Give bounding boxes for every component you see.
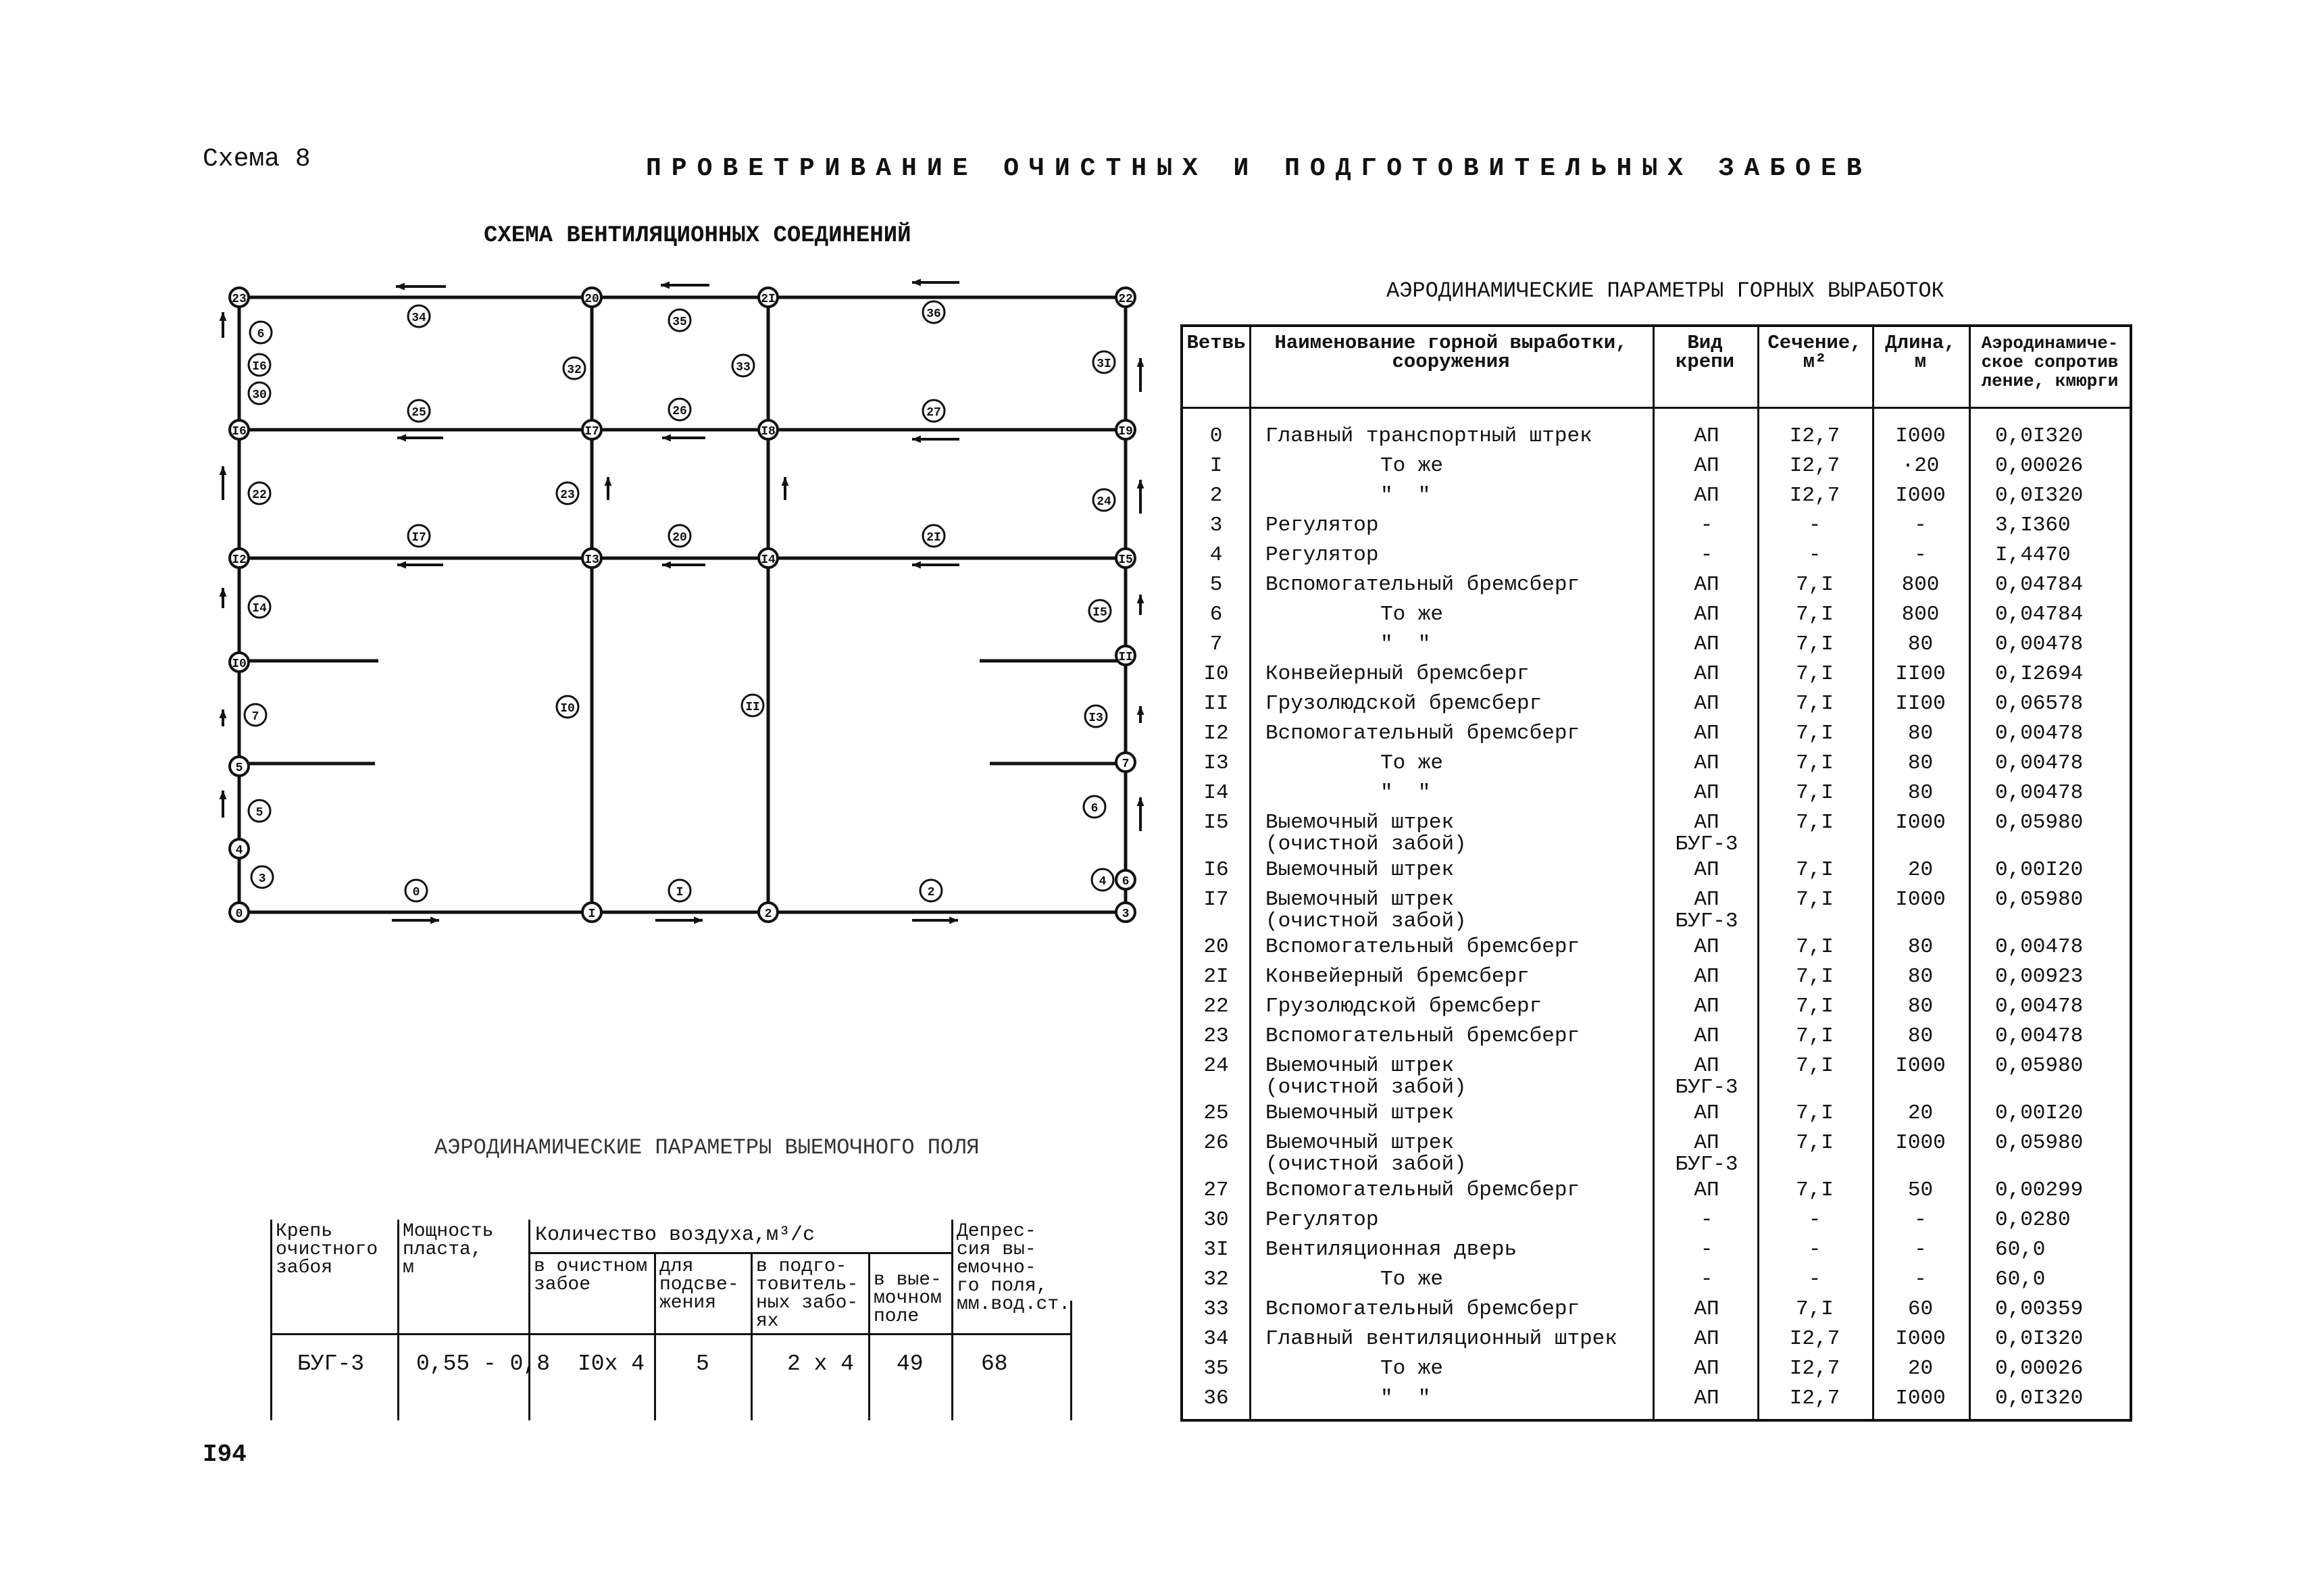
row-support: АП: [1694, 722, 1719, 745]
branch-label: I0: [560, 702, 575, 716]
row-branch: I2: [1203, 722, 1229, 745]
row-section: 7,I: [1796, 1101, 1834, 1125]
row-length: I000: [1895, 1054, 1946, 1078]
lt-header-air: Количество воздуха,м³/с: [535, 1224, 815, 1247]
row-support: АП: [1694, 662, 1719, 686]
lt-header-depression: Депрес- сия вы- емочно- го поля, мм.вод.ст.: [957, 1221, 1071, 1315]
row-length: I000: [1895, 484, 1946, 507]
lt-value-refresh: 5: [696, 1351, 709, 1376]
branch-label: 25: [411, 406, 426, 420]
row-section: 7,I: [1796, 722, 1834, 745]
row-resistance: 0,04784: [1995, 573, 2084, 597]
row-section: 7,I: [1796, 751, 1834, 775]
node-label: 23: [232, 293, 247, 306]
row-length: 800: [1901, 573, 1940, 597]
lt-value-depression: 68: [981, 1351, 1008, 1376]
row-support: АП: [1694, 751, 1719, 775]
row-resistance: 0,00478: [1995, 1024, 2084, 1048]
left-table-title: АЭРОДИНАМИЧЕСКИЕ ПАРАМЕТРЫ ВЫЕМОЧНОГО ПОЛЯ: [434, 1135, 980, 1160]
node-label: 20: [584, 293, 599, 306]
row-branch: 33: [1203, 1297, 1229, 1321]
row-name: Вспомогательный бремсберг: [1265, 1024, 1580, 1048]
row-branch: 30: [1203, 1208, 1229, 1232]
node-label: 0: [235, 907, 243, 921]
flow-arrowhead: [949, 917, 958, 924]
row-branch: 24: [1203, 1054, 1229, 1078]
row-support: АП БУГ-3: [1675, 888, 1738, 933]
flow-arrowhead: [1137, 797, 1145, 806]
branch-label: 7: [251, 710, 259, 724]
row-length: I000: [1895, 888, 1946, 912]
row-length: 80: [1907, 935, 1934, 959]
row-resistance: 0,00359: [1995, 1297, 2084, 1321]
branch-label: 34: [411, 311, 426, 325]
row-name: Регулятор: [1265, 514, 1379, 537]
row-section: 7,I: [1796, 692, 1834, 716]
row-name: Главный транспортный штрек: [1265, 424, 1592, 448]
row-support: АП: [1694, 1357, 1719, 1380]
flow-arrowhead: [430, 917, 439, 924]
flow-arrowhead: [662, 434, 671, 442]
row-support: АП: [1694, 1178, 1719, 1202]
row-length: 80: [1907, 632, 1934, 656]
branch-label: 22: [252, 489, 267, 502]
branch-label: 24: [1097, 495, 1111, 509]
row-resistance: 0,00299: [1995, 1178, 2084, 1202]
page-title: ПРОВЕТРИВАНИЕ ОЧИСТНЫХ И ПОДГОТОВИТЕЛЬНЫХ ЗАБОЕВ: [646, 154, 1872, 183]
row-length: II00: [1895, 662, 1946, 686]
row-resistance: 0,00478: [1995, 995, 2084, 1018]
row-support: АП: [1694, 1387, 1719, 1410]
flow-arrowhead: [912, 562, 921, 569]
node-label: I5: [1118, 553, 1133, 567]
row-branch: 2: [1209, 484, 1223, 507]
scheme-label: Схема 8: [203, 145, 311, 174]
row-branch: 3: [1209, 514, 1223, 537]
row-resistance: 0,00923: [1995, 965, 2084, 989]
row-branch: 26: [1203, 1131, 1229, 1155]
lt-value-support: БУГ-3: [297, 1351, 365, 1376]
aerodynamic-parameters-table: [1180, 324, 2132, 1422]
lt-value-thickness: 0,55 - 0,8: [416, 1351, 551, 1376]
branch-label: 0: [412, 886, 420, 899]
branch-label: 27: [926, 406, 941, 420]
flow-arrowhead: [694, 917, 703, 924]
row-branch: 7: [1209, 632, 1223, 656]
row-branch: 32: [1203, 1268, 1229, 1291]
row-section: -: [1808, 543, 1821, 567]
branch-label: 2I: [926, 531, 941, 545]
row-name: То же: [1380, 454, 1444, 478]
row-section: 7,I: [1796, 1024, 1834, 1048]
row-length: 80: [1907, 965, 1934, 989]
lt-header-thickness: Мощность пласта, м: [403, 1221, 494, 1278]
row-branch: I0: [1203, 662, 1229, 686]
lt-header-support: Крепь очистного забоя: [276, 1221, 378, 1278]
node-label: 3: [1122, 907, 1130, 921]
node-label: 7: [1122, 757, 1130, 771]
row-name: То же: [1380, 1357, 1444, 1380]
row-length: 20: [1907, 1101, 1934, 1125]
flow-arrowhead: [220, 466, 227, 475]
row-resistance: 0,0I320: [1995, 484, 2084, 507]
row-name: Конвейерный бремсберг: [1265, 662, 1530, 686]
row-section: 7,I: [1796, 1178, 1834, 1202]
node-label: I7: [584, 425, 599, 439]
row-support: АП: [1694, 1297, 1719, 1321]
row-name: Вспомогательный бремсберг: [1265, 573, 1580, 597]
row-length: II00: [1895, 692, 1946, 716]
node-label: 5: [235, 762, 243, 775]
node-label: 4: [235, 844, 243, 857]
row-section: -: [1808, 1238, 1821, 1262]
row-name: Грузолюдской бремсберг: [1265, 692, 1542, 716]
row-resistance: 0,00478: [1995, 935, 2084, 959]
branch-label: I5: [1092, 606, 1107, 620]
row-branch: I5: [1203, 811, 1229, 834]
row-section: -: [1808, 1208, 1821, 1232]
node-label: 22: [1118, 293, 1133, 306]
flow-arrowhead: [220, 709, 227, 718]
branch-label: II: [745, 701, 760, 714]
branch-label: 4: [1099, 875, 1107, 889]
row-support: АП: [1694, 424, 1719, 448]
row-section: I2,7: [1789, 484, 1840, 507]
row-branch: 27: [1203, 1178, 1229, 1202]
node-label: I2: [232, 553, 247, 567]
flow-arrowhead: [1137, 358, 1145, 367]
header-section: Сечение, м²: [1767, 332, 1862, 373]
branch-label: I4: [252, 602, 267, 616]
row-name: Главный вентиляционный штрек: [1265, 1327, 1617, 1351]
excavation-field-table: [270, 1220, 1072, 1420]
row-branch: 4: [1209, 543, 1223, 567]
header-support: Вид крепи: [1675, 332, 1734, 373]
row-branch: 20: [1203, 935, 1229, 959]
row-name: " ": [1380, 484, 1431, 507]
header-branch: Ветвь: [1186, 332, 1246, 354]
row-resistance: 0,0I320: [1995, 424, 2084, 448]
branch-label: I: [676, 886, 684, 899]
row-name: Вспомогательный бремсберг: [1265, 722, 1580, 745]
row-branch: 2I: [1203, 965, 1229, 989]
row-resistance: 0,0I320: [1995, 1387, 2084, 1410]
lt-value-field: 49: [897, 1351, 924, 1376]
row-name: " ": [1380, 632, 1431, 656]
row-support: АП: [1694, 858, 1719, 882]
node-label: I3: [584, 553, 599, 567]
row-support: АП: [1694, 692, 1719, 716]
row-support: -: [1700, 1238, 1713, 1262]
ventilation-diagram: [0, 0, 1162, 946]
row-name: Вентиляционная дверь: [1265, 1238, 1517, 1262]
node-label: II: [1118, 651, 1133, 664]
row-branch: I4: [1203, 781, 1229, 805]
row-length: -: [1914, 543, 1927, 567]
row-branch: 0: [1209, 424, 1223, 448]
row-resistance: 0,00I20: [1995, 1101, 2084, 1125]
diagram-title: СХЕМА ВЕНТИЛЯЦИОННЫХ СОЕДИНЕНИЙ: [484, 223, 911, 249]
row-name: Выемочный штрек (очистной забой): [1265, 888, 1467, 933]
row-support: АП: [1694, 781, 1719, 805]
row-resistance: 0,00478: [1995, 781, 2084, 805]
row-branch: 5: [1209, 573, 1223, 597]
row-name: Регулятор: [1265, 543, 1379, 567]
node-label: I: [588, 907, 596, 921]
row-section: I2,7: [1789, 1387, 1840, 1410]
flow-arrowhead: [1137, 480, 1145, 489]
flow-arrowhead: [662, 562, 671, 569]
row-length: 50: [1907, 1178, 1934, 1202]
lt-value-face: I0x 4: [578, 1351, 645, 1376]
row-name: Выемочный штрек (очистной забой): [1265, 811, 1467, 856]
row-section: -: [1808, 514, 1821, 537]
row-resistance: 0,04784: [1995, 603, 2084, 626]
row-length: 60: [1907, 1297, 1934, 1321]
branch-label: 30: [252, 389, 267, 402]
right-table-title: АЭРОДИНАМИЧЕСКИЕ ПАРАМЕТРЫ ГОРНЫХ ВЫРАБОТОК: [1386, 278, 1944, 303]
row-section: 7,I: [1796, 632, 1834, 656]
row-resistance: 0,05980: [1995, 811, 2084, 834]
branch-label: I3: [1088, 712, 1103, 725]
row-branch: 6: [1209, 603, 1223, 626]
row-length: -: [1914, 1238, 1927, 1262]
flow-arrowhead: [397, 434, 406, 442]
row-length: -: [1914, 1208, 1927, 1232]
node-label: I9: [1118, 425, 1133, 439]
header-resistance: Аэродинамиче- ское сопротив ление, кмюрги: [1981, 333, 2119, 391]
branch-label: 26: [672, 405, 687, 418]
row-resistance: 0,05980: [1995, 1054, 2084, 1078]
row-branch: 36: [1203, 1387, 1229, 1410]
flow-arrowhead: [1137, 706, 1145, 715]
row-support: АП БУГ-3: [1675, 1054, 1738, 1099]
branch-label: 5: [255, 806, 263, 820]
row-branch: 22: [1203, 995, 1229, 1018]
row-resistance: 0,00026: [1995, 454, 2084, 478]
row-support: АП: [1694, 603, 1719, 626]
row-support: АП: [1694, 965, 1719, 989]
row-resistance: 0,0280: [1995, 1208, 2071, 1232]
row-support: АП: [1694, 484, 1719, 507]
row-length: I000: [1895, 1327, 1946, 1351]
row-section: 7,I: [1796, 811, 1834, 834]
row-name: Вспомогательный бремсберг: [1265, 1178, 1580, 1202]
branch-label: 36: [926, 307, 941, 321]
row-length: 80: [1907, 995, 1934, 1018]
row-name: " ": [1380, 1387, 1431, 1410]
branch-label: I6: [252, 360, 267, 374]
row-section: 7,I: [1796, 935, 1834, 959]
row-support: АП: [1694, 632, 1719, 656]
lt-header-prep: в подго- товитель- ных забо- ях: [756, 1256, 859, 1332]
branch-label: 6: [257, 328, 265, 341]
flow-arrowhead: [782, 477, 789, 486]
row-branch: I: [1209, 454, 1223, 478]
row-support: АП: [1694, 454, 1719, 478]
node-label: 2I: [761, 293, 776, 306]
row-branch: 35: [1203, 1357, 1229, 1380]
branch-label: 35: [672, 316, 687, 329]
row-branch: 25: [1203, 1101, 1229, 1125]
row-support: АП БУГ-3: [1675, 1131, 1738, 1176]
branch-label: 32: [567, 364, 582, 377]
flow-arrowhead: [220, 791, 227, 799]
row-resistance: 0,00I20: [1995, 858, 2084, 882]
row-name: Выемочный штрек (очистной забой): [1265, 1131, 1467, 1176]
row-section: I2,7: [1789, 1327, 1840, 1351]
row-resistance: I,4470: [1995, 543, 2071, 567]
row-section: 7,I: [1796, 662, 1834, 686]
branch-label: 23: [560, 489, 575, 502]
row-support: АП: [1694, 1024, 1719, 1048]
row-length: -: [1914, 1268, 1927, 1291]
page-number: I94: [203, 1441, 247, 1468]
node-label: I0: [232, 657, 247, 671]
row-branch: I7: [1203, 888, 1229, 912]
flow-arrowhead: [1137, 595, 1145, 603]
row-section: 7,I: [1796, 1297, 1834, 1321]
lt-value-prep: 2 x 4: [787, 1351, 855, 1376]
row-length: I000: [1895, 1131, 1946, 1155]
row-support: АП: [1694, 1101, 1719, 1125]
row-length: 80: [1907, 781, 1934, 805]
row-section: 7,I: [1796, 1054, 1834, 1078]
row-section: 7,I: [1796, 573, 1834, 597]
row-branch: I6: [1203, 858, 1229, 882]
node-label: I6: [232, 425, 247, 439]
flow-arrowhead: [220, 312, 227, 321]
row-length: I000: [1895, 1387, 1946, 1410]
flow-arrowhead: [912, 436, 921, 443]
row-length: I000: [1895, 424, 1946, 448]
row-section: 7,I: [1796, 888, 1834, 912]
flow-arrowhead: [220, 588, 227, 597]
row-support: -: [1700, 543, 1713, 567]
row-section: 7,I: [1796, 603, 1834, 626]
flow-arrowhead: [396, 283, 405, 291]
branch-label: 3: [258, 872, 266, 886]
row-support: -: [1700, 514, 1713, 537]
row-name: Выемочный штрек: [1265, 858, 1455, 882]
branch-label: 6: [1090, 802, 1099, 816]
row-support: АП: [1694, 935, 1719, 959]
flow-arrowhead: [397, 562, 406, 569]
row-name: Выемочный штрек: [1265, 1101, 1455, 1125]
row-section: -: [1808, 1268, 1821, 1291]
row-length: 800: [1901, 603, 1940, 626]
row-length: 20: [1907, 858, 1934, 882]
branch-label: 20: [672, 531, 687, 545]
row-branch: 3I: [1203, 1238, 1229, 1262]
lt-header-face: в очистном забое: [534, 1256, 648, 1295]
row-support: АП: [1694, 573, 1719, 597]
flow-arrowhead: [605, 477, 612, 486]
row-length: 20: [1907, 1357, 1934, 1380]
row-resistance: 0,0I320: [1995, 1327, 2084, 1351]
row-name: То же: [1380, 603, 1444, 626]
row-branch: 34: [1203, 1327, 1229, 1351]
row-section: I2,7: [1789, 454, 1840, 478]
row-resistance: 3,I360: [1995, 514, 2071, 537]
row-section: 7,I: [1796, 781, 1834, 805]
row-resistance: 0,00478: [1995, 722, 2084, 745]
row-section: 7,I: [1796, 858, 1834, 882]
node-label: I8: [761, 425, 776, 439]
row-name: Грузолюдской бремсберг: [1265, 995, 1542, 1018]
row-branch: I3: [1203, 751, 1229, 775]
row-name: Конвейерный бремсберг: [1265, 965, 1530, 989]
row-resistance: 0,06578: [1995, 692, 2084, 716]
row-name: То же: [1380, 1268, 1444, 1291]
row-support: -: [1700, 1268, 1713, 1291]
branch-label: I7: [411, 531, 426, 545]
branch-label: 2: [927, 886, 935, 899]
branch-label: 3I: [1097, 357, 1111, 371]
header-name: Наименование горной выработки, сооружения: [1274, 332, 1628, 373]
row-length: 80: [1907, 751, 1934, 775]
row-name: То же: [1380, 751, 1444, 775]
row-section: 7,I: [1796, 995, 1834, 1018]
row-length: -: [1914, 514, 1927, 537]
row-support: АП: [1694, 1327, 1719, 1351]
row-branch: 23: [1203, 1024, 1229, 1048]
row-name: " ": [1380, 781, 1431, 805]
row-section: 7,I: [1796, 965, 1834, 989]
row-section: 7,I: [1796, 1131, 1834, 1155]
row-name: Выемочный штрек (очистной забой): [1265, 1054, 1467, 1099]
row-resistance: 60,0: [1995, 1268, 2046, 1291]
row-resistance: 0,05980: [1995, 888, 2084, 912]
row-support: -: [1700, 1208, 1713, 1232]
lt-header-refresh: для подсве- жения: [659, 1256, 739, 1314]
row-section: I2,7: [1789, 424, 1840, 448]
row-resistance: 0,00026: [1995, 1357, 2084, 1380]
row-support: АП: [1694, 995, 1719, 1018]
row-length: ·20: [1901, 454, 1940, 478]
row-name: Вспомогательный бремсберг: [1265, 935, 1580, 959]
row-branch: II: [1203, 692, 1229, 716]
row-length: 80: [1907, 1024, 1934, 1048]
row-resistance: 0,00478: [1995, 632, 2084, 656]
node-label: 2: [764, 907, 772, 921]
row-resistance: 0,I2694: [1995, 662, 2084, 686]
row-name: Вспомогательный бремсберг: [1265, 1297, 1580, 1321]
row-support: АП БУГ-3: [1675, 811, 1738, 856]
row-length: 80: [1907, 722, 1934, 745]
row-resistance: 60,0: [1995, 1238, 2046, 1262]
node-label: 6: [1122, 875, 1130, 889]
flow-arrowhead: [661, 282, 670, 289]
row-resistance: 0,05980: [1995, 1131, 2084, 1155]
row-length: I000: [1895, 811, 1946, 834]
branch-label: 33: [736, 361, 751, 374]
flow-arrowhead: [912, 279, 921, 286]
node-label: I4: [761, 553, 776, 567]
row-resistance: 0,00478: [1995, 751, 2084, 775]
header-length: Длина, м: [1885, 332, 1956, 373]
row-name: Регулятор: [1265, 1208, 1379, 1232]
row-section: I2,7: [1789, 1357, 1840, 1380]
lt-header-field: в вые- мочном поле: [874, 1270, 942, 1327]
